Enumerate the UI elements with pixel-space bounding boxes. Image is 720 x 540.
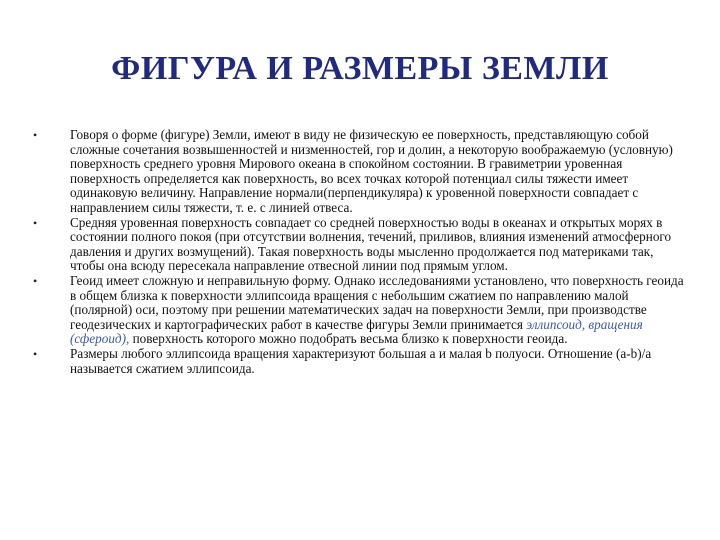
list-item [30, 347, 690, 376]
list-item [30, 216, 690, 274]
list-item [30, 274, 690, 347]
list-item-text: Геоид имеет сложную и неправильную форму. Однако исследованиями установлено, что поверхность геоида в общем близка к поверхности эллипсоида вращения с небольшим сжатием по направлению малой (полярной) оси, поэтому при решении математических задач на поверхности Земли, при производстве геодезических и картографических работ в качестве фигуры Земли принимается [70, 272, 684, 332]
list-item-text-continued: поверхность которого можно подобрать весьма близко к поверхности геоида. [129, 331, 568, 347]
list-item-text: Размеры любого эллипсоида вращения характеризуют большая a и малая b полуоси. Отношение (a-b)/a называется сжатием эллипсоида. [70, 345, 652, 376]
bullet-icon: • [33, 346, 38, 361]
list-item-text: Средняя уровенная поверхность совпадает со средней поверхностью воды в океанах и открытых морях в состоянии полного покоя (при отсутствии волнения, течений, приливов, влияния изменений атмосферного давления и других возмущений). Такая поверхность воды мысленно продолжается под материками так, чтобы она всюду пересекала направление отвесной линии под прямым углом. [70, 214, 672, 274]
slide-title: ФИГУРА И РАЗМЕРЫ ЗЕМЛИ [111, 50, 609, 87]
list-item-emphasis: эллипсоид, вращения (сфероид), [70, 316, 643, 347]
bullet-icon: • [33, 128, 38, 142]
list-item [30, 128, 690, 216]
bullet-icon: • [33, 215, 38, 230]
list-item-text: Говоря о форме (фигуре) Земли, имеют в виду не физическую ее поверхность, представляющую собой сложные сочетания возвышенностей и низменностей, гор и долин, а некоторую воображаемую (условную) поверхность среднего уровня Мирового океана в спокойном состоянии. В гравиметрии уровенная поверхность определяется как поверхность, во всех точках которой потенциал силы тяжести имеет одинаковую величину. Направление нормали(перпендикуляра) к уровенной поверхности совпадает с направлением силы тяжести, т. е. с линией отвеса. [70, 127, 673, 215]
bullet-list [30, 128, 690, 376]
bullet-icon: • [33, 273, 38, 288]
